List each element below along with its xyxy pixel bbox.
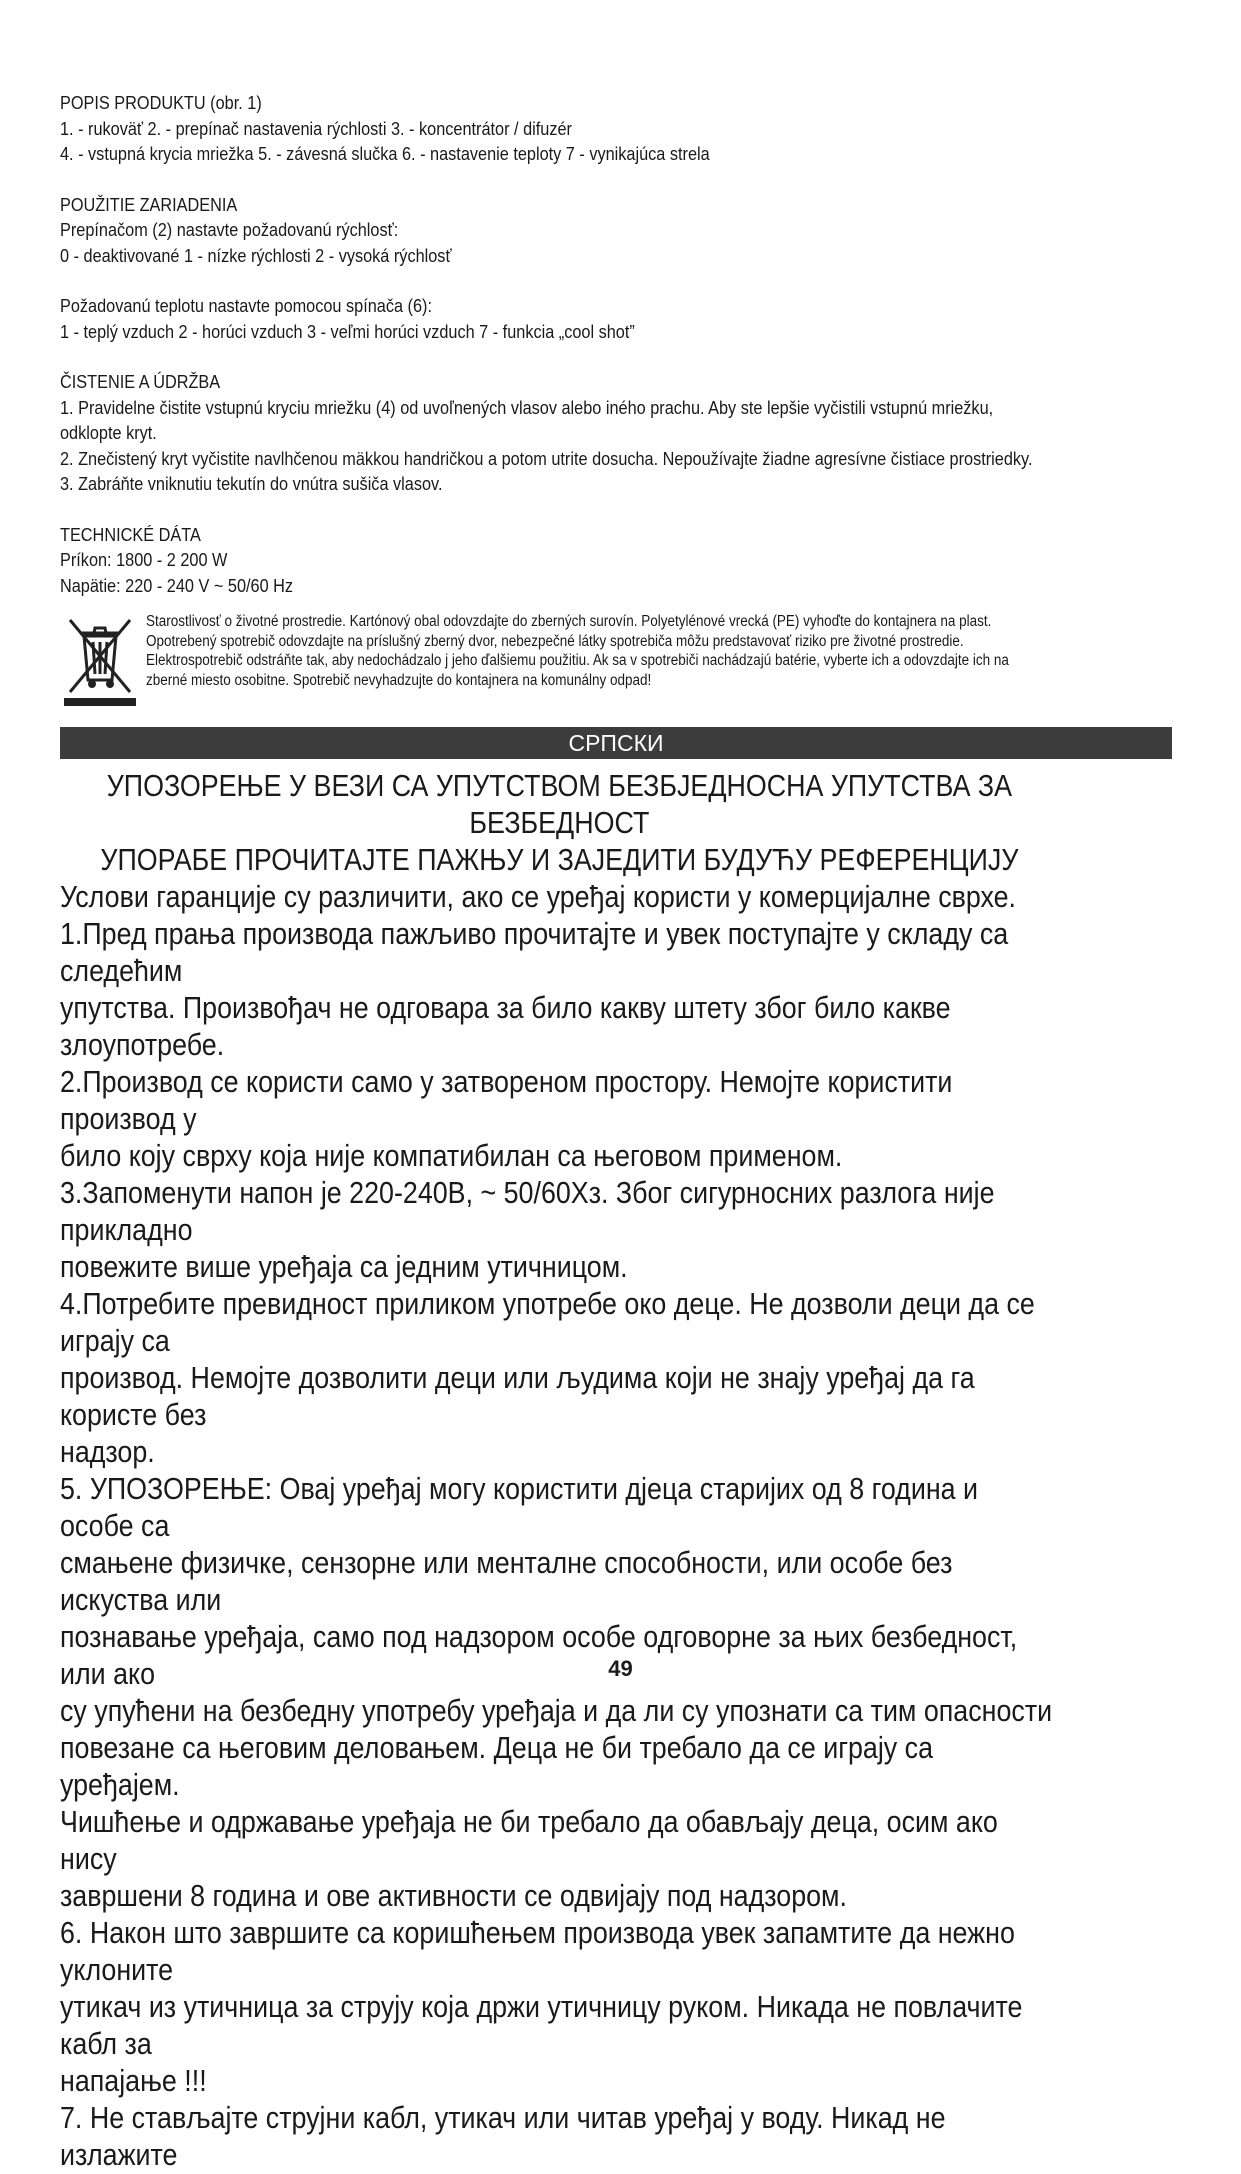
- serbian-line: упутства. Произвођач не одговара за било какву штету због било какве злоупотребе.: [60, 991, 951, 1062]
- slovak-section: [60, 90, 1046, 598]
- language-bar: СРПСКИ: [60, 727, 1172, 759]
- serbian-line: смањене физичке, сензорне или менталне способности, или особе без искуства или: [60, 1546, 953, 1617]
- product-list-line: 4. - vstupná krycia mriežka 5. - závesná slučka 6. - nastavenie teploty 7 - vynikajúca strela: [60, 143, 710, 164]
- usage-line: Požadovanú teplotu nastavte pomocou spínača (6):: [60, 295, 432, 316]
- usage-line: 0 - deaktivované 1 - nízke rýchlosti 2 - vysoká rýchlosť: [60, 244, 452, 266]
- serbian-line: Услови гаранције су различити, ако се уређај користи у комерцијалне сврхе.: [60, 880, 1017, 914]
- serbian-title: УПОРАБЕ ПРОЧИТАЈТЕ ПАЖЊУ И ЗАЈЕДИТИ БУДУЋУ РЕФЕРЕНЦИЈУ: [100, 843, 1019, 877]
- serbian-line: 4.Потребите превидност приликом употребе око деце. Не дозволи деци да се играју са: [60, 1287, 1035, 1358]
- serbian-line: било коју сврху која није компатибилан са његовом применом.: [60, 1139, 843, 1173]
- tech-data-line: Príkon: 1800 - 2 200 W: [60, 549, 228, 570]
- serbian-line: 5. УПОЗОРЕЊЕ: Овај уређај могу користити дјеца старијих од 8 година и особе са: [60, 1472, 979, 1543]
- tech-data-line: Napätie: 220 - 240 V ~ 50/60 Hz: [60, 574, 294, 596]
- cleaning-line: odklopte kryt.: [60, 422, 157, 443]
- tech-data-heading: TECHNICKÉ DÁTA: [60, 523, 201, 545]
- page-number: 49: [608, 1656, 633, 1681]
- serbian-line: су упућени на безбедну употребу уређаја и да ли су упознати са тим опасности: [60, 1694, 1053, 1728]
- weee-line: Elektrospotrebič odstráňte tak, aby nedochádzalo j jeho ďalšiemu použitiu. Ak sa v spotrebiči nachádzajú batérie, vyberte ich a odovzdajte ich na: [146, 652, 1009, 669]
- serbian-line: 1.Пред прања производа пажљиво прочитајте и увек поступајте у складу са следећим: [60, 917, 1009, 988]
- serbian-line: повежите више уређаја са једним утичницом.: [60, 1250, 628, 1284]
- product-list-line: 1. - rukoväť 2. - prepínač nastavenia rýchlosti 3. - koncentrátor / difuzér: [60, 117, 572, 139]
- serbian-section: [60, 768, 1059, 2174]
- serbian-title: УПОЗОРЕЊЕ У ВЕЗИ СА УПУТСТВОМ БЕЗБЈЕДНОСНА УПУТСТВА ЗА БЕЗБЕДНОСТ: [106, 769, 1013, 840]
- serbian-line: надзор.: [60, 1435, 155, 1469]
- serbian-line: напајање !!!: [60, 2064, 207, 2098]
- serbian-line: производ. Немојте дозволити деци или људима који не знају уређај да га користе без: [60, 1361, 975, 1432]
- cleaning-heading: ČISTENIE A ÚDRŽBA: [60, 371, 221, 392]
- cleaning-line: 3. Zabráňte vniknutiu tekutín do vnútra sušiča vlasov.: [60, 473, 443, 494]
- serbian-line: 2.Производ се користи само у затвореном простору. Немојте користити производ у: [60, 1065, 953, 1136]
- serbian-line: завршени 8 година и ове активности се одвијају под надзором.: [60, 1879, 847, 1913]
- usage-heading: POUŽITIE ZARIADENIA: [60, 193, 238, 215]
- serbian-line: познавање уређаја, само под надзором особе одговорне за њих безбедност, или ако: [60, 1620, 1018, 1691]
- serbian-line: 6. Након што завршите са коришћењем производа увек запамтите да нежно уклоните: [60, 1916, 1015, 1987]
- weee-line: Opotrebený spotrebič odovzdajte na príslušný zberný dvor, nebezpečné látky spotrebiča môžu predstavovať riziko pre životné prostredie.: [146, 632, 964, 650]
- cleaning-line: 2. Znečistený kryt vyčistite navlhčenou mäkkou handričkou a potom utrite dosucha. Nepoužívajte žiadne agresívne čistiace prostriedky.: [60, 447, 1033, 469]
- serbian-line: утикач из утичница за струју која држи утичницу руком. Никада не повлачите кабл за: [60, 1990, 1023, 2061]
- usage-line: Prepínačom (2) nastavte požadovanú rýchlosť:: [60, 219, 399, 240]
- serbian-line: 3.Запоменути напон је 220-240В, ~ 50/60Хз. Због сигурносних разлога није прикладно: [60, 1176, 995, 1247]
- cleaning-line: 1. Pravidelne čistite vstupnú kryciu mriežku (4) od uvoľnených vlasov alebo iného prachu. Aby ste lepšie vyčistili vstupnú mriežku,: [60, 396, 994, 418]
- weee-notice: [60, 612, 1180, 708]
- weee-line: Starostlivosť o životné prostredie. Kartónový obal odovzdajte do zberných surovín. Polyetylénové vrecká (PE) vyhoďte do kontajnera na plast.: [146, 613, 992, 630]
- crossed-out-bin-icon: [62, 614, 138, 706]
- serbian-line: Чишћење и одржавање уређаја не би требало да обављају деца, осим ако нису: [60, 1805, 998, 1876]
- weee-line: zberné miesto osobitne. Spotrebič nevyhadzujte do kontajnera na komunálny odpad!: [146, 671, 652, 689]
- serbian-line: повезане са његовим деловањем. Деца не би требало да се играју са уређајем.: [60, 1731, 934, 1802]
- usage-line: 1 - teplý vzduch 2 - horúci vzduch 3 - veľmi horúci vzduch 7 - funkcia „cool shot”: [60, 320, 635, 342]
- serbian-line: 7. Не стављајте струјни кабл, утикач или читав уређај у воду. Никад не излажите: [60, 2101, 946, 2172]
- product-list-heading: POPIS PRODUKTU (obr. 1): [60, 92, 262, 113]
